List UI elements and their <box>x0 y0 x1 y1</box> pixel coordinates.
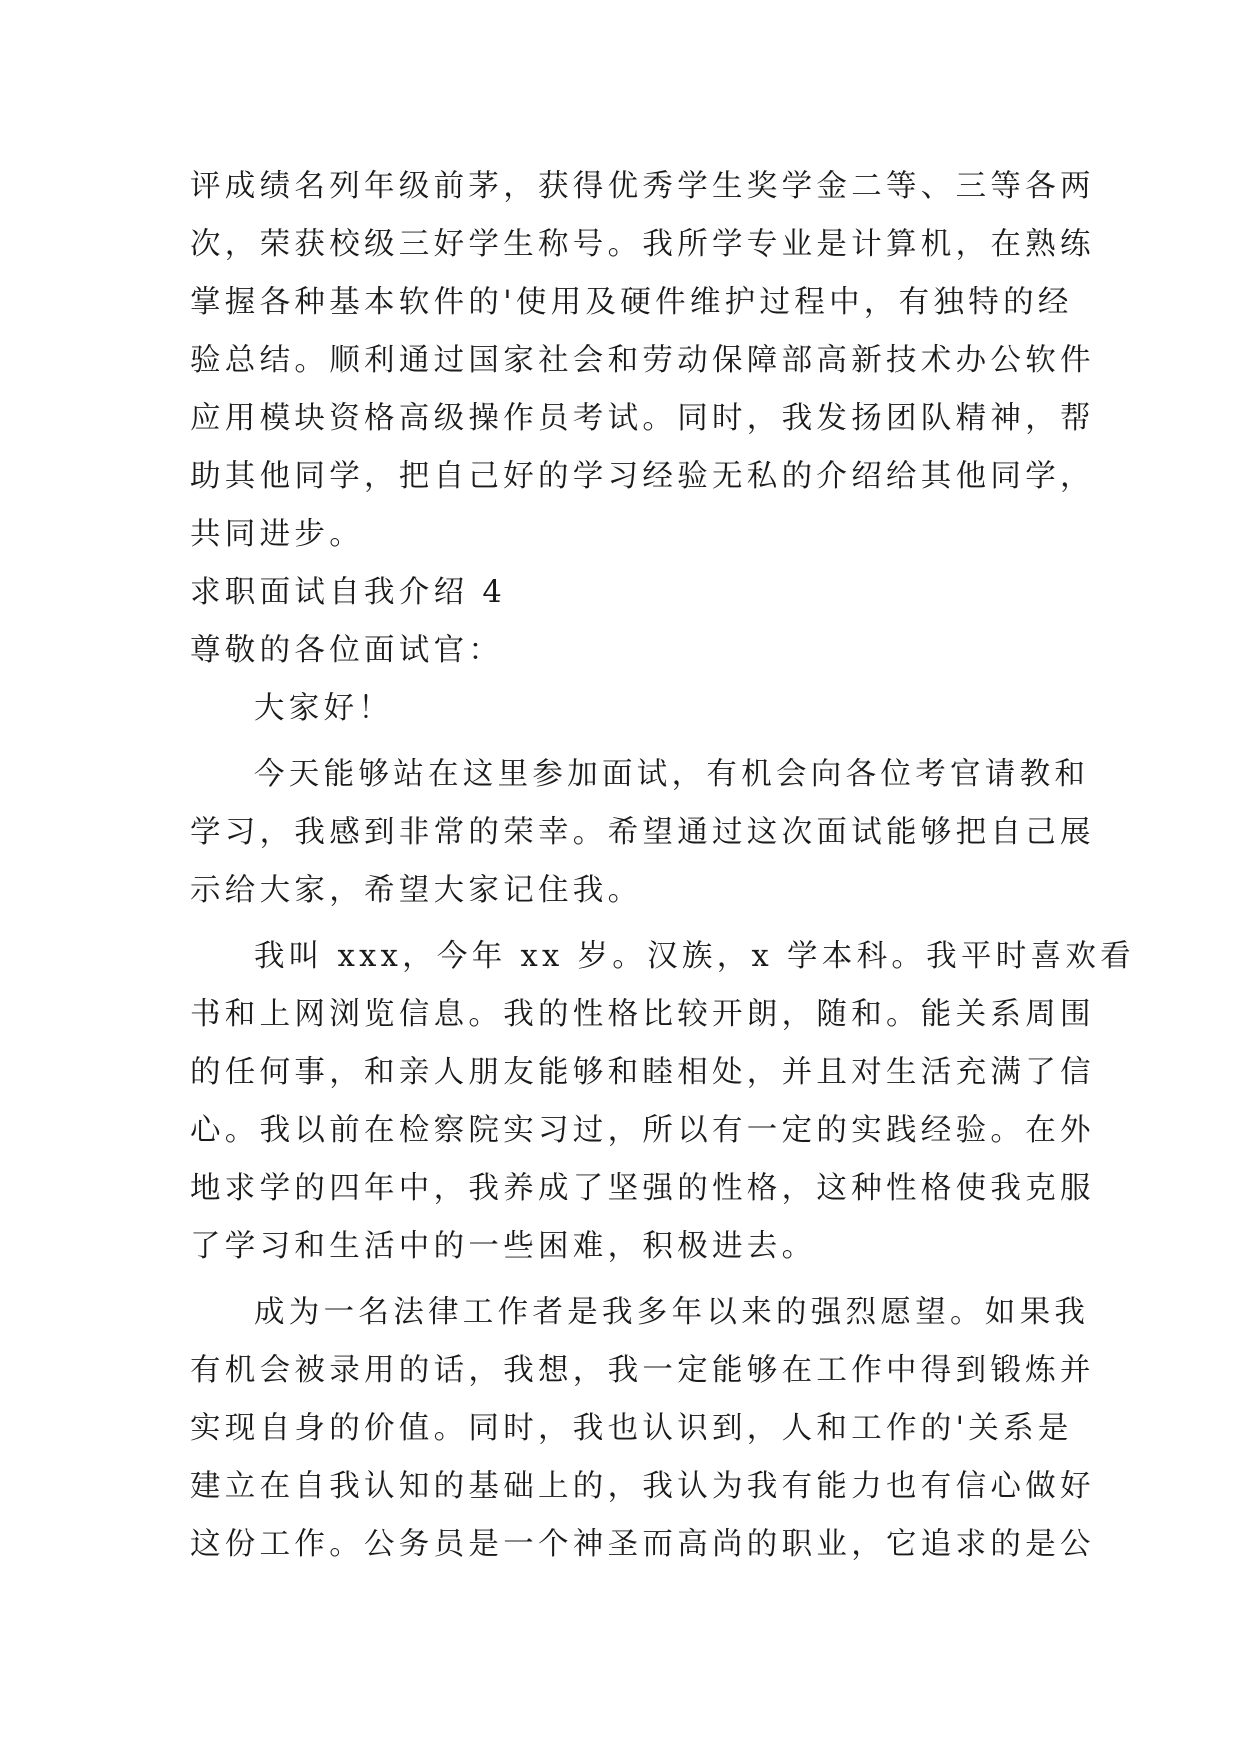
text-line: 建立在自我认知的基础上的，我认为我有能力也有信心做好 <box>190 1469 1095 1504</box>
text-line: 今天能够站在这里参加面试，有机会向各位考官请教和 <box>254 757 1090 792</box>
text-line: 实现自身的价值。同时，我也认识到，人和工作的'关系是 <box>190 1411 1073 1446</box>
text-line: 验总结。顺利通过国家社会和劳动保障部高新技术办公软件 <box>190 343 1095 378</box>
text-line: 心。我以前在检察院实习过，所以有一定的实践经验。在外 <box>190 1113 1095 1148</box>
text-line: 的任何事，和亲人朋友能够和睦相处，并且对生活充满了信 <box>190 1055 1095 1090</box>
text-line: 共同进步。 <box>190 517 364 552</box>
text-line: 次，荣获校级三好学生称号。我所学专业是计算机，在熟练 <box>190 227 1095 262</box>
text-line: 掌握各种基本软件的'使用及硬件维护过程中，有独特的经 <box>190 285 1073 320</box>
text-line: 示给大家，希望大家记住我。 <box>190 873 643 908</box>
text-line: 书和上网浏览信息。我的性格比较开朗，随和。能关系周围 <box>190 997 1095 1032</box>
text-line: 学习，我感到非常的荣幸。希望通过这次面试能够把自己展 <box>190 815 1095 850</box>
section-heading: 求职面试自我介绍 4 <box>190 575 507 610</box>
document-body <box>190 158 1135 1574</box>
text-line: 这份工作。公务员是一个神圣而高尚的职业，它追求的是公 <box>190 1527 1095 1562</box>
text-line: 助其他同学，把自己好的学习经验无私的介绍给其他同学， <box>190 459 1095 494</box>
text-line: 应用模块资格高级操作员考试。同时，我发扬团队精神，帮 <box>190 401 1095 436</box>
text-line: 了学习和生活中的一些困难，积极进去。 <box>190 1229 817 1264</box>
greeting: 大家好！ <box>254 691 394 726</box>
text-line: 成为一名法律工作者是我多年以来的强烈愿望。如果我 <box>254 1295 1090 1330</box>
text-line: 有机会被录用的话，我想，我一定能够在工作中得到锻炼并 <box>190 1353 1095 1388</box>
text-line: 地求学的四年中，我养成了坚强的性格，这种性格使我克服 <box>190 1171 1095 1206</box>
text-line: 我叫 xxx，今年 xx 岁。汉族，x 学本科。我平时喜欢看 <box>254 939 1135 974</box>
text-line: 评成绩名列年级前茅，获得优秀学生奖学金二等、三等各两 <box>190 169 1095 204</box>
salutation: 尊敬的各位面试官： <box>190 633 504 668</box>
